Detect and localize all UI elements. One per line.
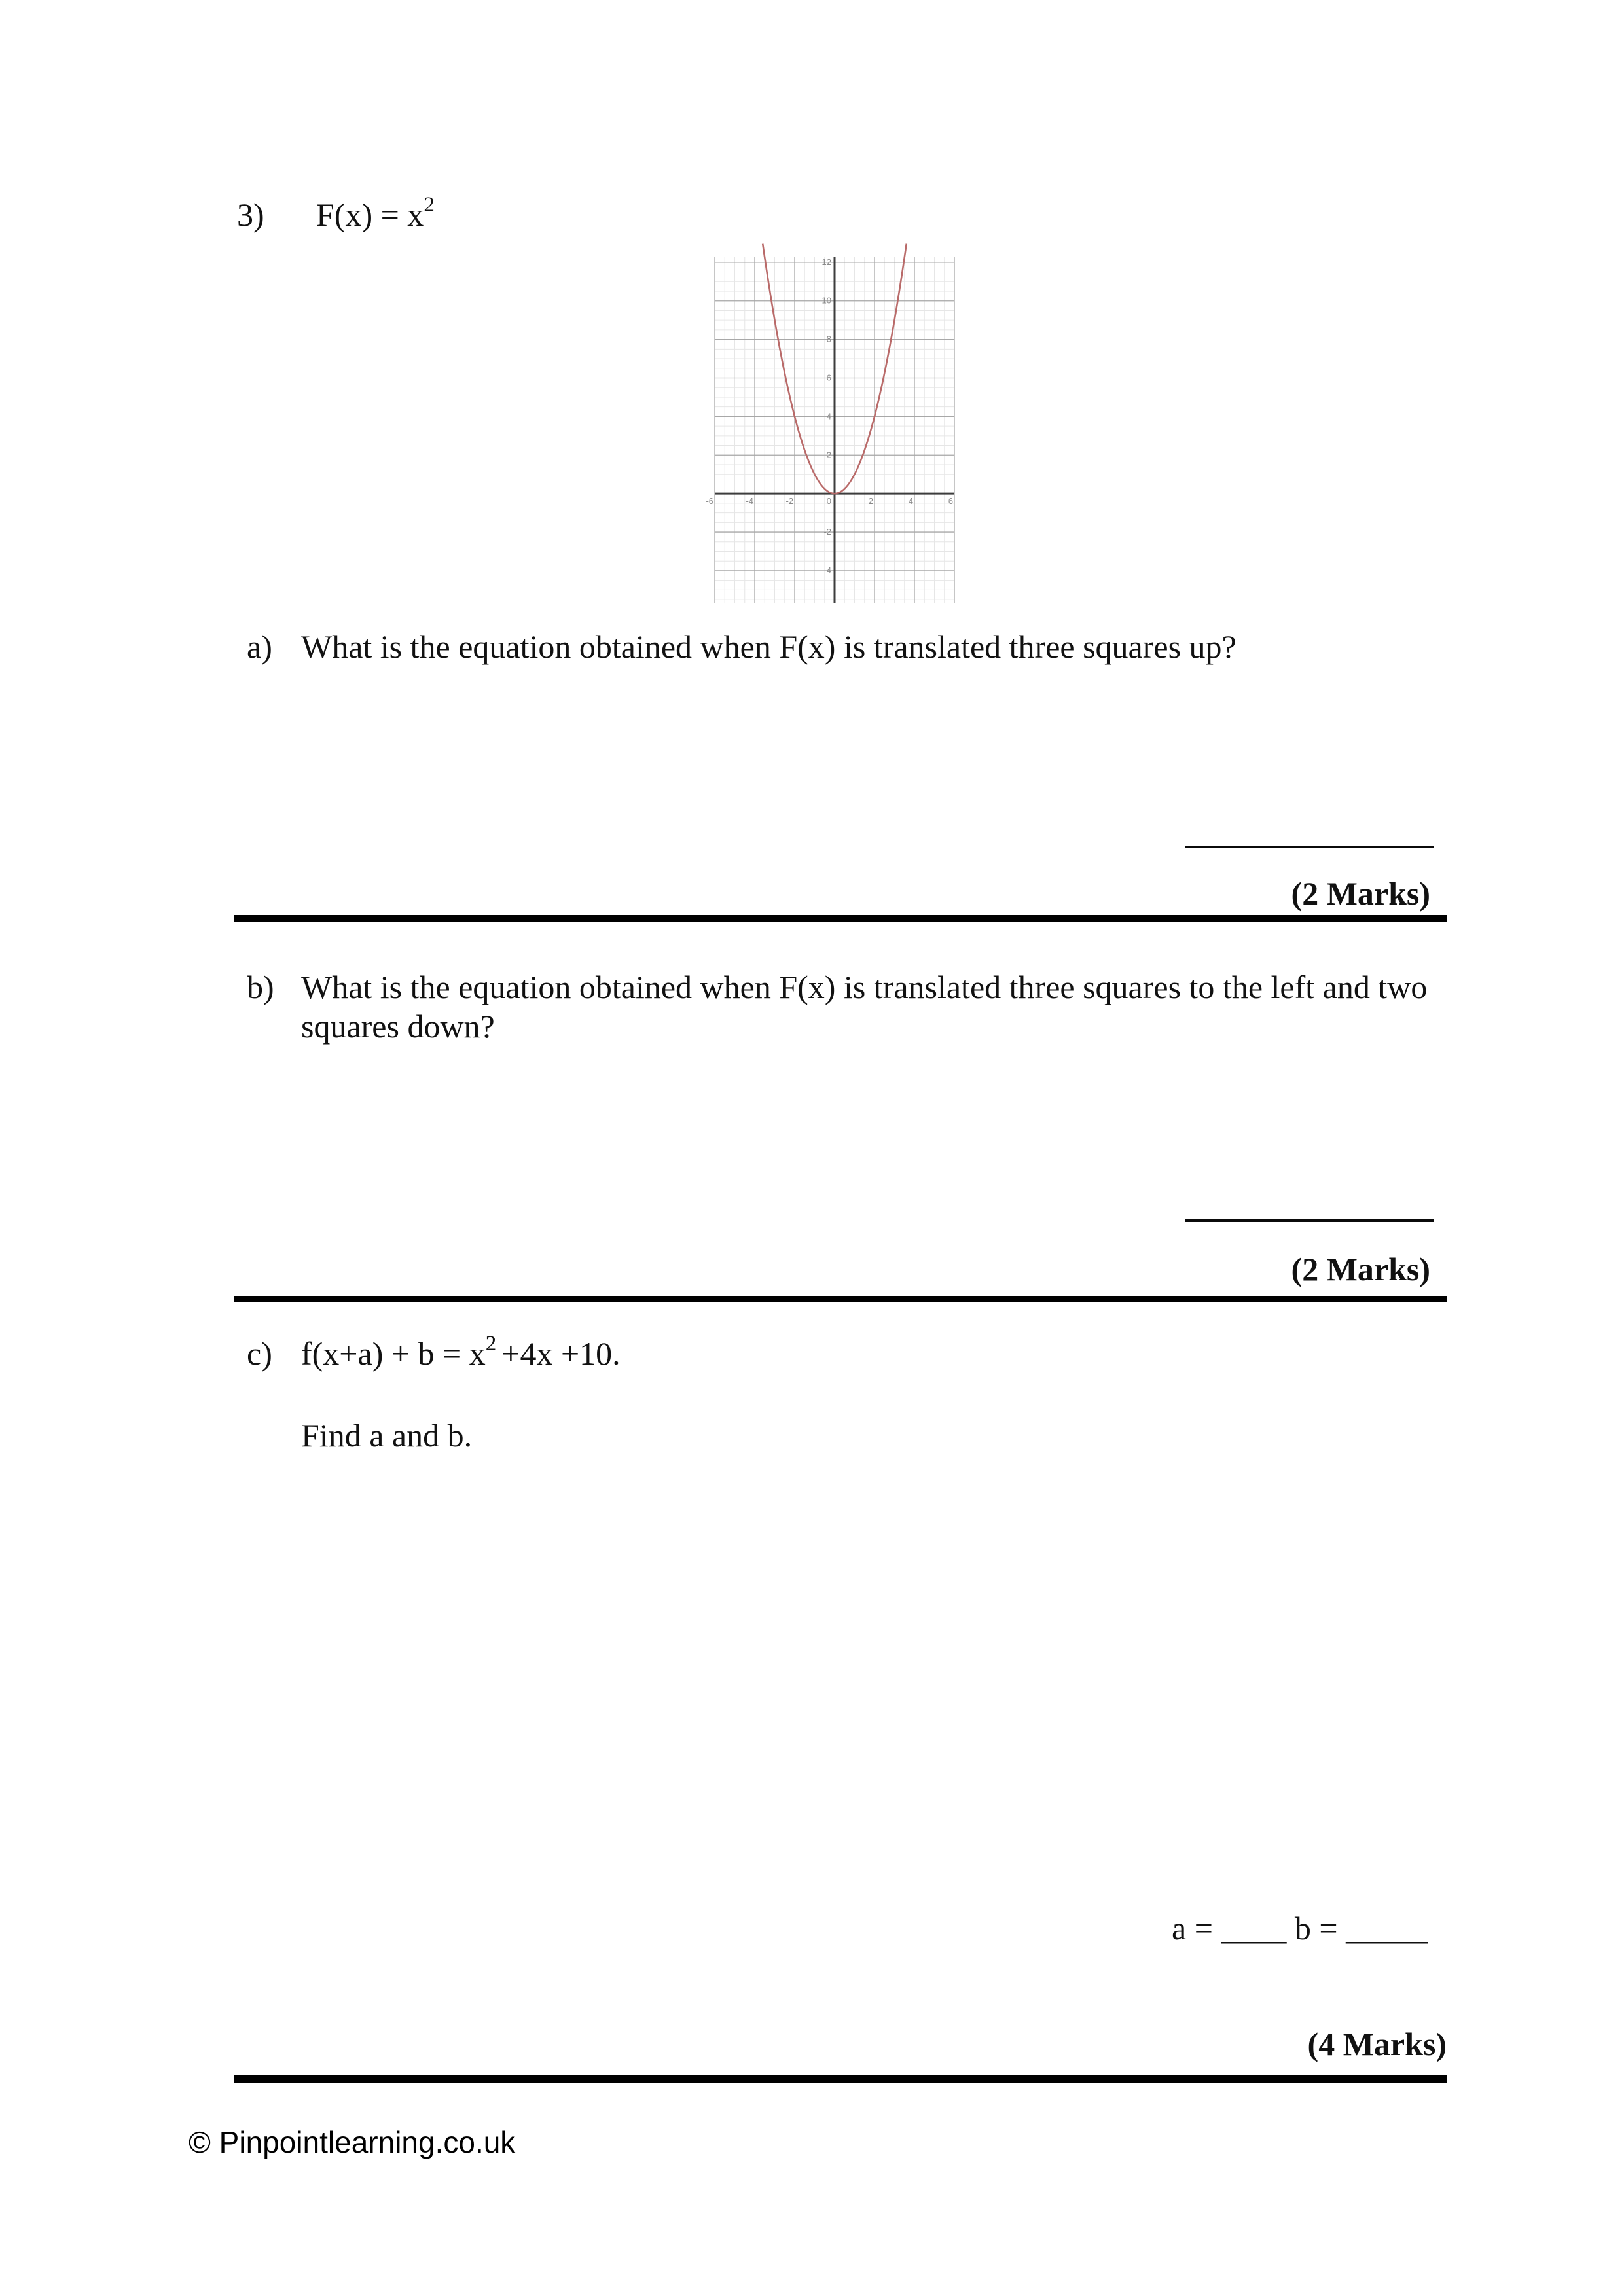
svg-text:-4: -4 (823, 565, 831, 575)
question-number: 3) (237, 196, 264, 233)
svg-text:-6: -6 (706, 496, 713, 507)
function-graph-svg (706, 257, 954, 603)
svg-text:6: 6 (948, 496, 953, 507)
svg-text:2: 2 (826, 450, 831, 460)
section-divider-3 (234, 2075, 1447, 2083)
marks-a: (2 Marks) (1291, 875, 1430, 912)
equation-exponent: 2 (485, 1332, 497, 1355)
svg-text:0: 0 (826, 496, 831, 507)
svg-text:10: 10 (821, 295, 831, 306)
question-3-header (237, 193, 435, 233)
function-definition: $F(x) = x^2$ (316, 193, 435, 233)
question-b-line1: What is the equation obtained when F(x) is translated three squares to the left and two (301, 969, 1428, 1005)
answer-line-a[interactable] (1185, 846, 1434, 848)
marks-b: (2 Marks) (1291, 1251, 1430, 1287)
svg-text:4: 4 (826, 411, 831, 422)
question-b-line2: squares down? (301, 1008, 495, 1045)
svg-text:4: 4 (908, 496, 913, 507)
svg-text:6: 6 (826, 372, 831, 383)
svg-text:12: 12 (821, 257, 831, 267)
question-c-equation: $f(x+a) + b = x^2 +4x +10$. (301, 1332, 621, 1372)
function-graph (706, 257, 954, 603)
section-divider-2 (234, 1296, 1447, 1302)
svg-text:2: 2 (868, 496, 873, 507)
section-divider-1 (234, 915, 1447, 922)
question-b-label: b) (247, 969, 274, 1005)
footer-copyright: © Pinpointlearning.co.uk (189, 2125, 516, 2159)
marks-c: (4 Marks) (1307, 2026, 1447, 2062)
answer-line-b[interactable] (1185, 1219, 1434, 1222)
question-c (247, 1334, 621, 1373)
question-a-label: a) (247, 628, 272, 665)
question-c-label: c) (247, 1335, 272, 1372)
svg-text:-2: -2 (823, 527, 831, 537)
question-a-text: What is the equation obtained when F(x) is translated three squares up? (301, 628, 1236, 665)
svg-text:8: 8 (826, 334, 831, 344)
question-c-instruction: Find a and b. (301, 1417, 473, 1454)
svg-text:-2: -2 (785, 496, 793, 507)
question-b (247, 967, 1490, 1046)
question-b-text (301, 967, 1427, 1046)
svg-text:-4: -4 (746, 496, 753, 507)
function-exponent: 2 (424, 193, 435, 217)
question-a (247, 627, 1490, 666)
answer-blanks-ab[interactable]: a = ____ b = _____ (1172, 1910, 1428, 1946)
